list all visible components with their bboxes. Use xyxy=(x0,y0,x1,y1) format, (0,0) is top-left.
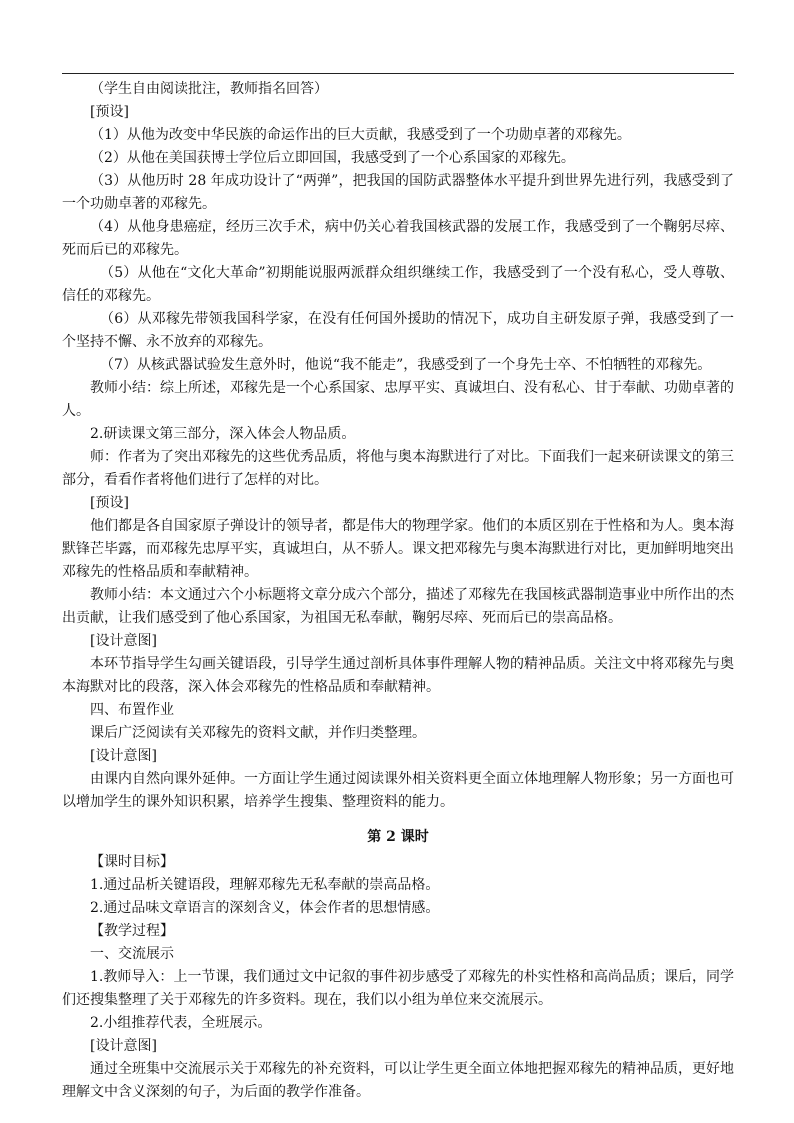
lesson-heading: 第 2 课时 xyxy=(367,829,429,845)
paragraph: 教师小结：综上所述，邓稼先是一个心系国家、忠厚平实、真诚坦白、没有私心、甘于奉献、功勋卓著的人。 xyxy=(62,380,734,419)
paragraph: （学生自由阅读批注，教师指名回答） xyxy=(90,81,328,97)
paragraph: 1.教师导入：上一节课，我们通过文中记叙的事件初步感受了邓稼先的朴实性格和高尚品质；课后，同学们还搜集整理了关于邓稼先的许多资料。现在，我们以小组为单位来交流展示。 xyxy=(62,969,734,1008)
paragraph: 【教学过程】 xyxy=(90,923,174,939)
paragraph: 本环节指导学生勾画关键语段，引导学生通过剖析具体事件理解人物的精神品质。关注文中将邓稼先与奥本海默对比的段落，深入体会邓稼先的性格品质和奉献精神。 xyxy=(62,656,734,695)
paragraph: 他们都是各自国家原子弹设计的领导者，都是伟大的物理学家。他们的本质区别在于性格和为人。奥本海默锋芒毕露，而邓稼先忠厚平实，真诚坦白，从不骄人。课文把邓稼先与奥本海默进行对比，更加鲜明地突出邓稼先的性格品质和奉献精神。 xyxy=(62,518,734,580)
paragraph: [设计意图] xyxy=(90,633,157,649)
paragraph: [预设] xyxy=(90,104,129,120)
paragraph: （3）从他历时 28 年成功设计了“两弹”，把我国的国防武器整体水平提升到世界先进行列，我感受到了一个功勋卓著的邓稼先。 xyxy=(62,173,734,212)
paragraph: 【课时目标】 xyxy=(90,854,174,870)
paragraph: 由课内自然向课外延伸。一方面让学生通过阅读课外相关资料更全面立体地理解人物形象；另一方面也可以增加学生的课外知识积累，培养学生搜集、整理资料的能力。 xyxy=(62,771,734,810)
paragraph: 一、交流展示 xyxy=(90,946,174,962)
paragraph: [预设] xyxy=(90,495,129,511)
paragraph: 四、布置作业 xyxy=(90,702,174,718)
paragraph: （1）从他为改变中华民族的命运作出的巨大贡献，我感受到了一个功勋卓著的邓稼先。 xyxy=(90,127,631,143)
paragraph: （2）从他在美国获博士学位后立即回国，我感受到了一个心系国家的邓稼先。 xyxy=(90,150,575,166)
paragraph: 2.小组推荐代表，全班展示。 xyxy=(90,1015,272,1031)
paragraph: （4）从他身患癌症，经历三次手术，病中仍关心着我国核武器的发展工作，我感受到了一个鞠躬尽瘁、死而后已的邓稼先。 xyxy=(62,219,734,258)
document-body xyxy=(62,78,734,1104)
paragraph: 通过全班集中交流展示关于邓稼先的补充资料，可以让学生更全面立体地把握邓稼先的精神品质，更好地理解文中含义深刻的句子，为后面的教学作准备。 xyxy=(62,1061,734,1100)
paragraph: [设计意图] xyxy=(90,1038,157,1054)
paragraph: [设计意图] xyxy=(90,748,157,764)
paragraph: 课后广泛阅读有关邓稼先的资料文献，并作归类整理。 xyxy=(90,725,426,741)
paragraph: 2.通过品味文章语言的深刻含义，体会作者的思想情感。 xyxy=(90,900,440,916)
paragraph: （7）从核武器试验发生意外时，他说“我不能走”，我感受到了一个身先士卒、不怕牺牲的邓稼先。 xyxy=(100,357,712,373)
paragraph: 教师小结：本文通过六个小标题将文章分成六个部分，描述了邓稼先在我国核武器制造事业中所作出的杰出贡献，让我们感受到了他心系国家，为祖国无私奉献，鞠躬尽瘁、死而后已的崇高品格。 xyxy=(62,587,734,626)
paragraph: （5）从他在“文化大革命”初期能说服两派群众组织继续工作，我感受到了一个没有私心，受人尊敬、信任的邓稼先。 xyxy=(62,265,734,304)
header-rule xyxy=(62,73,734,74)
paragraph: 师：作者为了突出邓稼先的这些优秀品质，将他与奥本海默进行了对比。下面我们一起来研读课文的第三部分，看看作者将他们进行了怎样的对比。 xyxy=(62,449,734,488)
paragraph: 1.通过品析关键语段，理解邓稼先无私奉献的崇高品格。 xyxy=(90,877,440,893)
paragraph: 2.研读课文第三部分，深入体会人物品质。 xyxy=(90,426,356,442)
paragraph: （6）从邓稼先带领我国科学家，在没有任何国外援助的情况下，成功自主研发原子弹，我感受到了一个坚持不懈、永不放弃的邓稼先。 xyxy=(62,311,734,350)
